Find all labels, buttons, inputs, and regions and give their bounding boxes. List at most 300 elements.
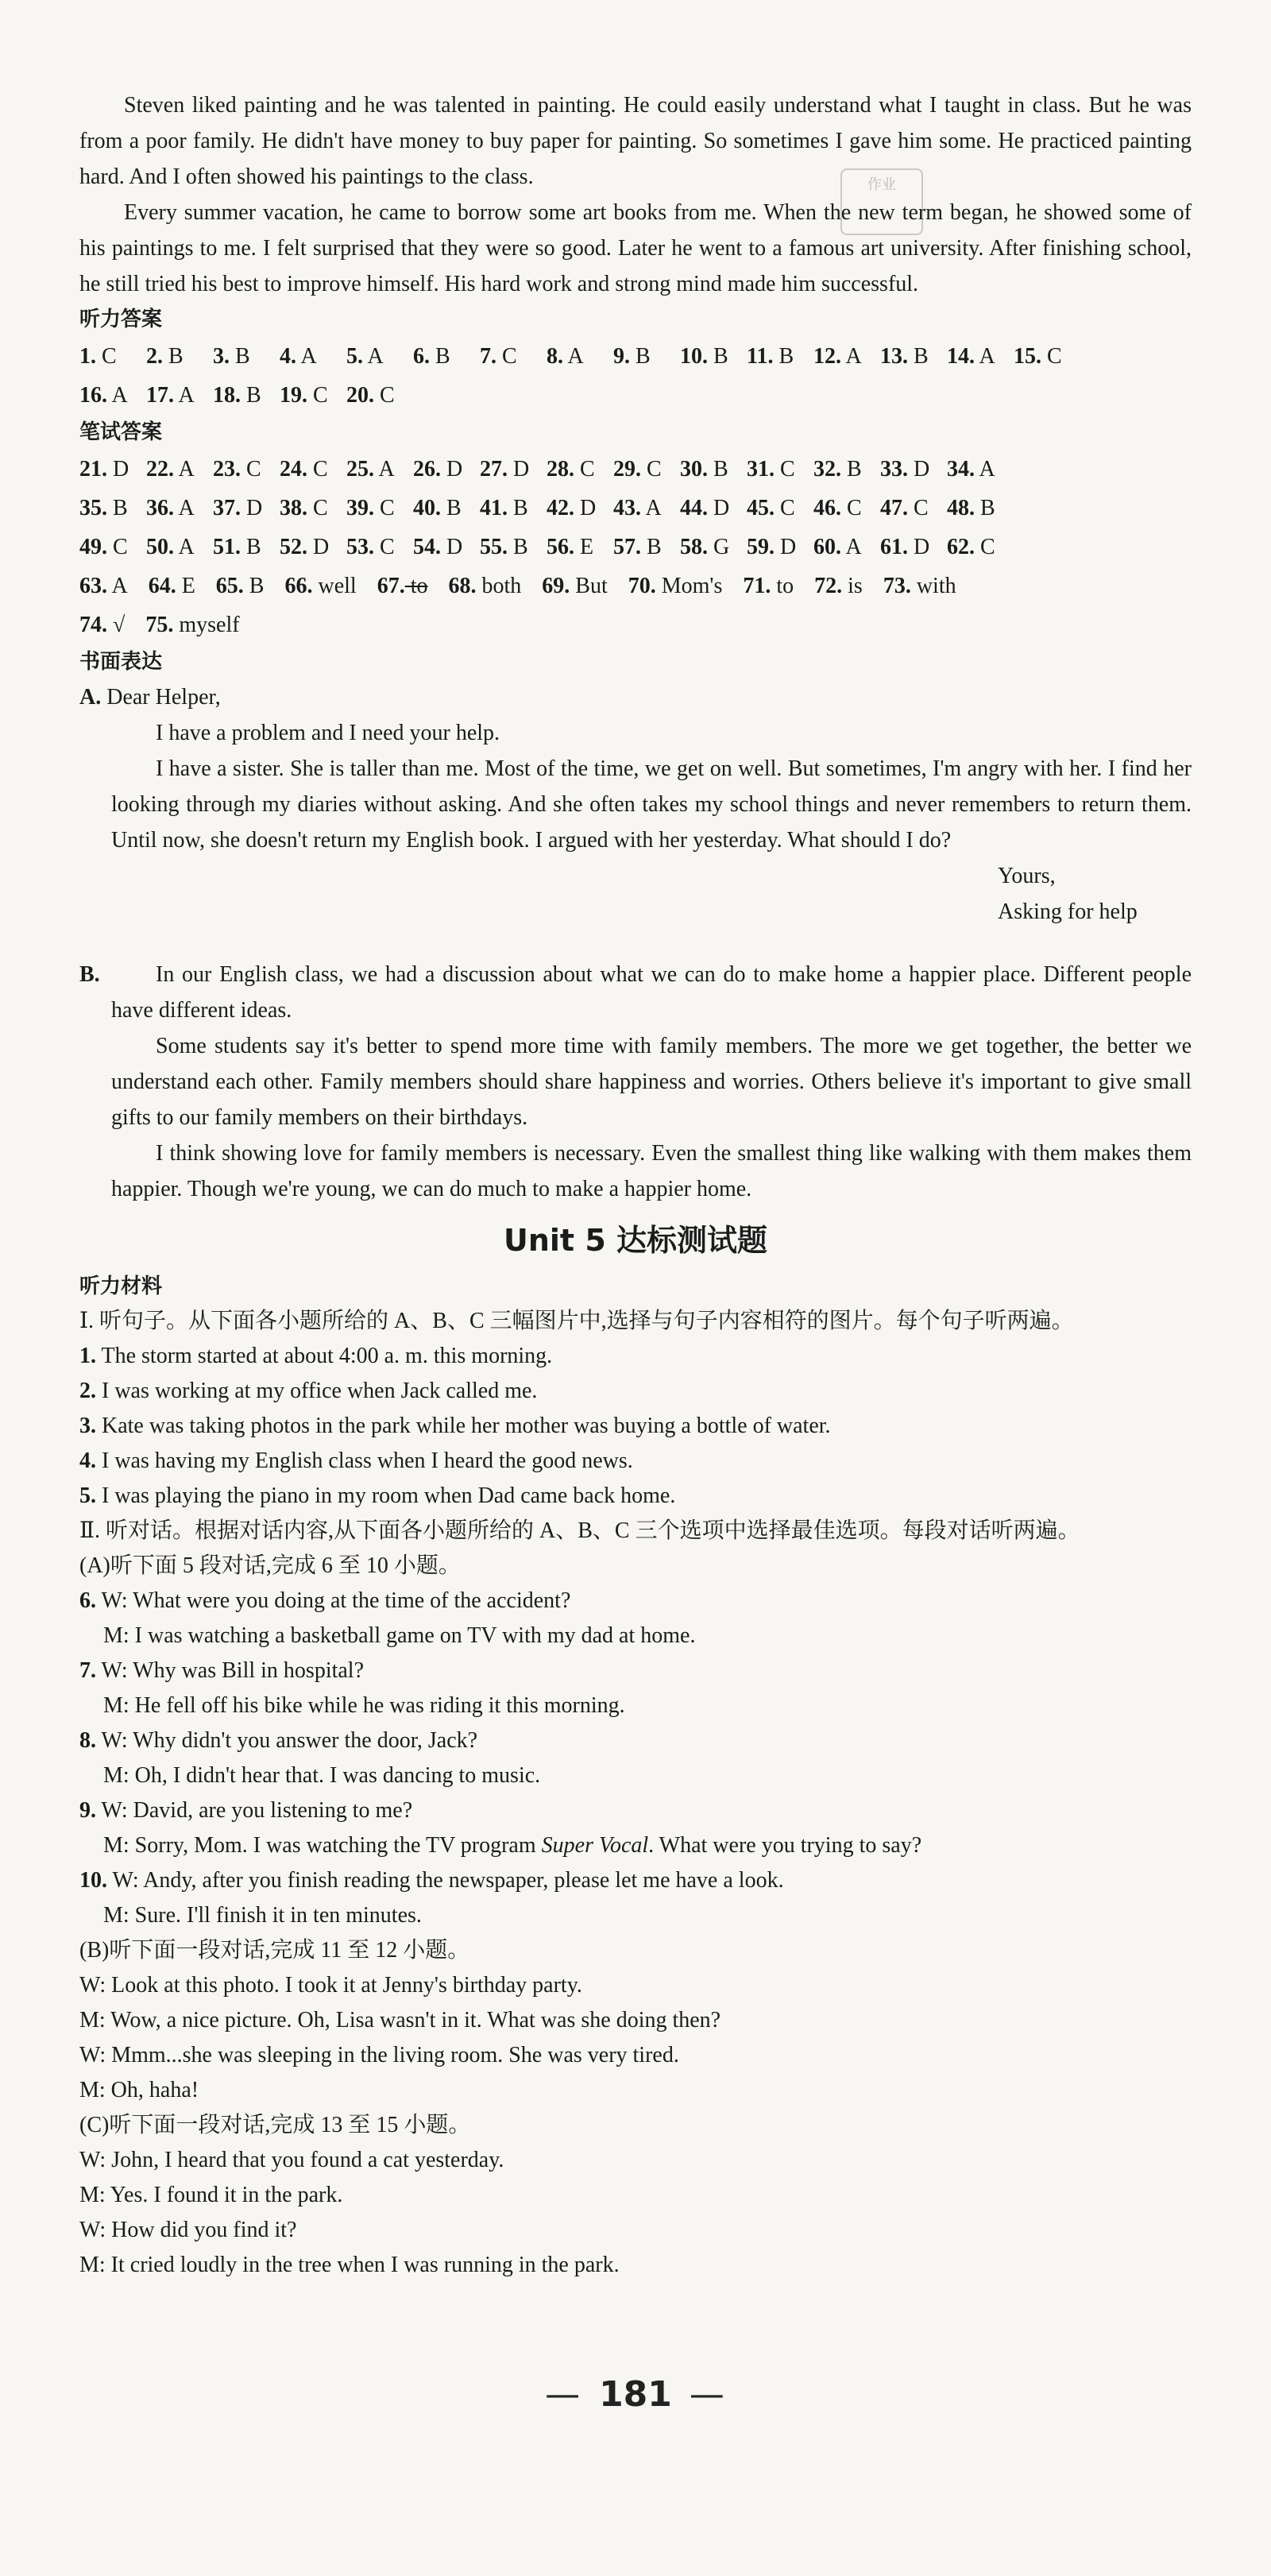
answer-value: A bbox=[174, 457, 195, 482]
answer-item bbox=[680, 337, 747, 376]
answer-number: 53. bbox=[346, 535, 374, 559]
dialogue-question bbox=[79, 1584, 1192, 1619]
answer-number: 16. bbox=[79, 383, 107, 408]
dialogue-line: M: He fell off his bike while he was riding it this morning. bbox=[103, 1693, 625, 1718]
answer-value: B bbox=[230, 344, 250, 369]
answer-item bbox=[346, 528, 413, 567]
answer-item bbox=[346, 489, 413, 528]
answer-value: A bbox=[374, 457, 395, 482]
answer-number: 72. bbox=[814, 574, 843, 598]
answer-value: C bbox=[775, 496, 795, 520]
answer-item bbox=[145, 605, 239, 644]
answer-number: 30. bbox=[680, 457, 708, 482]
section-1-title: Ⅰ. 听句子。从下面各小题所给的 A、B、C 三幅图片中,选择与句子内容相符的图片。每个句子听两遍。 bbox=[79, 1309, 1074, 1333]
letter-label: A. bbox=[79, 685, 102, 710]
answer-value: C bbox=[107, 535, 128, 559]
answer-item bbox=[413, 450, 480, 489]
answer-item bbox=[79, 605, 125, 644]
answer-number: 6. bbox=[413, 344, 430, 369]
answer-item bbox=[280, 528, 346, 567]
answer-value: √ bbox=[107, 613, 126, 637]
answer-number: 36. bbox=[146, 496, 174, 520]
answer-value: is bbox=[842, 574, 863, 598]
answer-value: But bbox=[570, 574, 608, 598]
item-number: 4. bbox=[79, 1449, 96, 1473]
answer-number: 19. bbox=[280, 383, 307, 408]
answer-number: 27. bbox=[480, 457, 508, 482]
answer-item bbox=[547, 450, 613, 489]
item-number: 6. bbox=[79, 1588, 96, 1613]
essay-label: B. bbox=[79, 962, 100, 987]
answer-number: 40. bbox=[413, 496, 441, 520]
dialogue-line: W: David, are you listening to me? bbox=[96, 1798, 413, 1823]
dialogue-line: M: Oh, haha! bbox=[79, 2078, 199, 2102]
dialogue-line: W: Why didn't you answer the door, Jack? bbox=[96, 1728, 478, 1753]
answer-value: B bbox=[773, 344, 794, 369]
answer-item bbox=[346, 450, 413, 489]
listening-material-heading: 听力材料 bbox=[79, 1274, 163, 1298]
answer-value: A bbox=[975, 344, 995, 369]
answer-number: 26. bbox=[413, 457, 441, 482]
answer-item bbox=[680, 450, 747, 489]
answer-item bbox=[480, 337, 547, 376]
dialogue-line: W: Mmm...she was sleeping in the living room. She was very tired. bbox=[79, 2043, 679, 2067]
dialogue-answer bbox=[79, 1758, 1192, 1793]
answer-number: 75. bbox=[145, 613, 174, 637]
answer-number: 65. bbox=[215, 574, 244, 598]
answer-value: A bbox=[174, 535, 195, 559]
answer-number: 4. bbox=[280, 344, 296, 369]
answer-value: A bbox=[363, 344, 384, 369]
dialogue-answer bbox=[79, 1688, 1192, 1723]
answer-value: C bbox=[307, 457, 328, 482]
answer-value: C bbox=[775, 457, 795, 482]
answer-number: 31. bbox=[747, 457, 775, 482]
answer-value: D bbox=[708, 496, 730, 520]
answer-item bbox=[448, 567, 521, 605]
answer-number: 66. bbox=[284, 574, 313, 598]
answer-number: 63. bbox=[79, 574, 107, 598]
answer-item bbox=[146, 450, 213, 489]
essay-paragraph-3: I think showing love for family members is necessary. Even the smallest thing like walking with them makes them happier. Though we're young, we can do much to make a happier home. bbox=[111, 1141, 1192, 1201]
answer-number: 47. bbox=[880, 496, 908, 520]
answer-number: 56. bbox=[547, 535, 574, 559]
answer-value: with bbox=[910, 574, 956, 598]
answer-value: D bbox=[107, 457, 129, 482]
answer-number: 37. bbox=[213, 496, 241, 520]
answer-item bbox=[947, 489, 1014, 528]
item-number: 7. bbox=[79, 1658, 96, 1683]
answer-item bbox=[79, 489, 146, 528]
letter-greeting-text: Dear Helper, bbox=[106, 685, 221, 710]
dialogue-line: M: Sure. I'll finish it in ten minutes. bbox=[103, 1903, 422, 1928]
letter-body-paragraph-2: I have a sister. She is taller than me. Most of the time, we get on well. But sometimes, I'm angry with her. I find her looking through my diaries without asking. And she often takes my school things and never remembers to return them. Until now, she doesn't return my English book. I argued with her yesterday. What should I do? bbox=[111, 756, 1192, 853]
dialogue-line: M: Oh, I didn't hear that. I was dancing to music. bbox=[103, 1763, 541, 1788]
answer-value: A bbox=[563, 344, 584, 369]
answer-value: A bbox=[975, 457, 995, 482]
section-1-items bbox=[79, 1339, 1192, 1514]
answer-number: 60. bbox=[813, 535, 841, 559]
dialogue-question bbox=[79, 1863, 1192, 1898]
answer-value: B bbox=[630, 344, 651, 369]
answer-item bbox=[613, 489, 680, 528]
answer-value: D bbox=[441, 535, 463, 559]
answer-value: C bbox=[307, 383, 328, 408]
answer-item bbox=[280, 337, 346, 376]
answer-item bbox=[213, 528, 280, 567]
answer-item bbox=[747, 337, 813, 376]
answer-number: 11. bbox=[747, 344, 774, 369]
answer-value: D bbox=[441, 457, 463, 482]
answer-value: B bbox=[508, 535, 528, 559]
essay-paragraph-2: Some students say it's better to spend more time with family members. The more we get together, the better we understand each other. Family members should share happiness and worries. Others believe it's important to give small gifts to our family members on their birthdays. bbox=[111, 1034, 1192, 1130]
answer-item bbox=[743, 567, 794, 605]
answer-number: 14. bbox=[947, 344, 975, 369]
answer-item bbox=[413, 337, 480, 376]
item-number: 2. bbox=[79, 1379, 96, 1403]
page-content bbox=[79, 87, 1192, 2283]
part-a-dialogues bbox=[79, 1584, 1192, 1933]
sentence-item bbox=[79, 1444, 1192, 1479]
answer-number: 20. bbox=[346, 383, 374, 408]
answer-number: 58. bbox=[680, 535, 708, 559]
answer-number: 44. bbox=[680, 496, 708, 520]
answer-item bbox=[680, 528, 747, 567]
answer-value: C bbox=[841, 496, 862, 520]
dialogue-question bbox=[79, 1793, 1192, 1828]
answer-value: D bbox=[508, 457, 530, 482]
answer-value: to bbox=[404, 574, 428, 598]
answer-number: 45. bbox=[747, 496, 775, 520]
answer-item bbox=[547, 337, 613, 376]
answer-value: B bbox=[107, 496, 128, 520]
answer-number: 73. bbox=[883, 574, 911, 598]
answer-number: 57. bbox=[613, 535, 641, 559]
letter-body-paragraph-1: I have a problem and I need your help. bbox=[156, 721, 500, 745]
dialogue-answer bbox=[79, 1828, 1192, 1863]
answer-value: B bbox=[243, 574, 265, 598]
answer-number: 15. bbox=[1014, 344, 1041, 369]
answer-value: B bbox=[708, 344, 728, 369]
letter-closing: Yours, bbox=[998, 864, 1056, 888]
answer-number: 59. bbox=[747, 535, 775, 559]
item-number: 1. bbox=[79, 1344, 96, 1368]
answer-item bbox=[947, 337, 1014, 376]
answer-item bbox=[346, 376, 413, 415]
answer-item bbox=[213, 337, 280, 376]
answer-number: 2. bbox=[146, 344, 163, 369]
answer-item bbox=[79, 337, 146, 376]
answer-item bbox=[413, 489, 480, 528]
answer-item bbox=[613, 528, 680, 567]
fill-answers-row-2 bbox=[79, 605, 1192, 644]
answer-item bbox=[213, 489, 280, 528]
letter-signature: Asking for help bbox=[998, 899, 1138, 924]
answer-value: E bbox=[574, 535, 594, 559]
answer-number: 38. bbox=[280, 496, 307, 520]
answer-number: 10. bbox=[680, 344, 708, 369]
part-a-title: (A)听下面 5 段对话,完成 6 至 10 小题。 bbox=[79, 1553, 461, 1578]
answer-value: B bbox=[441, 496, 462, 520]
answer-item bbox=[146, 528, 213, 567]
answer-number: 54. bbox=[413, 535, 441, 559]
dialogue-question bbox=[79, 1654, 1192, 1688]
part-c-title: (C)听下面一段对话,完成 13 至 15 小题。 bbox=[79, 2113, 471, 2137]
written-answers-row-2 bbox=[79, 489, 1192, 528]
answer-value: B bbox=[430, 344, 450, 369]
answer-value: B bbox=[641, 535, 662, 559]
dialogue-line: M: It cried loudly in the tree when I was running in the park. bbox=[79, 2253, 620, 2277]
answer-value: both bbox=[476, 574, 522, 598]
answer-number: 9. bbox=[613, 344, 630, 369]
answer-number: 43. bbox=[613, 496, 641, 520]
answer-item bbox=[947, 528, 1014, 567]
answer-number: 18. bbox=[213, 383, 241, 408]
answer-value: B bbox=[508, 496, 528, 520]
answer-value: D bbox=[241, 496, 263, 520]
answer-item bbox=[146, 376, 213, 415]
answer-item bbox=[880, 489, 947, 528]
answer-item bbox=[79, 450, 146, 489]
answer-number: 49. bbox=[79, 535, 107, 559]
dialogue-answer bbox=[79, 1619, 1192, 1654]
answer-number: 25. bbox=[346, 457, 374, 482]
answer-item bbox=[542, 567, 607, 605]
answer-item bbox=[280, 489, 346, 528]
answer-number: 52. bbox=[280, 535, 307, 559]
answer-item bbox=[284, 567, 356, 605]
answer-value: C bbox=[496, 344, 517, 369]
answer-item bbox=[813, 489, 880, 528]
answer-item bbox=[883, 567, 956, 605]
answer-item bbox=[947, 450, 1014, 489]
answer-value: C bbox=[96, 344, 117, 369]
answer-value: D bbox=[775, 535, 797, 559]
answer-value: A bbox=[841, 344, 862, 369]
answer-number: 46. bbox=[813, 496, 841, 520]
answer-item bbox=[813, 528, 880, 567]
sentence-item bbox=[79, 1374, 1192, 1409]
item-number: 9. bbox=[79, 1798, 96, 1823]
answer-value: C bbox=[241, 457, 261, 482]
listening-answers-row-2 bbox=[79, 376, 1192, 415]
answer-number: 48. bbox=[947, 496, 975, 520]
answer-item bbox=[213, 376, 280, 415]
dialogue-line: W: John, I heard that you found a cat yesterday. bbox=[79, 2148, 504, 2172]
answer-value: A bbox=[296, 344, 317, 369]
item-number: 10. bbox=[79, 1868, 107, 1893]
answer-item bbox=[480, 489, 547, 528]
item-number: 8. bbox=[79, 1728, 96, 1753]
answer-value: C bbox=[374, 535, 395, 559]
answer-number: 61. bbox=[880, 535, 908, 559]
answer-item bbox=[146, 489, 213, 528]
answer-item bbox=[79, 528, 146, 567]
listening-answers-heading: 听力答案 bbox=[79, 307, 163, 331]
answer-value: D bbox=[307, 535, 330, 559]
answer-item bbox=[747, 489, 813, 528]
answer-number: 24. bbox=[280, 457, 307, 482]
answer-value: C bbox=[641, 457, 662, 482]
item-number: 3. bbox=[79, 1414, 96, 1438]
answer-number: 62. bbox=[947, 535, 975, 559]
answer-value: B bbox=[241, 383, 261, 408]
answer-number: 68. bbox=[448, 574, 477, 598]
answer-number: 41. bbox=[480, 496, 508, 520]
answer-value: C bbox=[975, 535, 995, 559]
written-answers-row-3 bbox=[79, 528, 1192, 567]
answer-value: C bbox=[574, 457, 595, 482]
answer-value: A bbox=[174, 383, 195, 408]
page-number-value: 181 bbox=[599, 2374, 672, 2415]
answer-value: D bbox=[908, 535, 930, 559]
answer-number: 50. bbox=[146, 535, 174, 559]
answer-number: 22. bbox=[146, 457, 174, 482]
written-answers-row-1 bbox=[79, 450, 1192, 489]
essay-paragraph-1: In our English class, we had a discussion about what we can do to make home a happier place. Different people have different ideas. bbox=[111, 962, 1192, 1023]
written-answers-heading: 笔试答案 bbox=[79, 420, 163, 444]
answer-value: C bbox=[374, 383, 395, 408]
answer-item bbox=[280, 376, 346, 415]
answer-item bbox=[413, 528, 480, 567]
fill-answers-row-1 bbox=[79, 567, 1192, 605]
answer-item bbox=[216, 567, 265, 605]
homework-stamp: 作业 bbox=[840, 168, 923, 235]
answer-item bbox=[747, 528, 813, 567]
answer-value: G bbox=[708, 535, 730, 559]
answer-item bbox=[480, 450, 547, 489]
answer-value: well bbox=[312, 574, 357, 598]
answer-number: 17. bbox=[146, 383, 174, 408]
answer-item bbox=[813, 337, 880, 376]
answer-number: 69. bbox=[542, 574, 570, 598]
item-text: I was having my English class when I heard the good news. bbox=[96, 1449, 633, 1473]
answer-number: 34. bbox=[947, 457, 975, 482]
answer-value: B bbox=[975, 496, 995, 520]
answer-item bbox=[628, 567, 723, 605]
item-text: Kate was taking photos in the park while her mother was buying a bottle of water. bbox=[96, 1414, 831, 1438]
answer-number: 51. bbox=[213, 535, 241, 559]
answer-value: A bbox=[107, 383, 128, 408]
answer-value: C bbox=[374, 496, 395, 520]
answer-number: 71. bbox=[743, 574, 771, 598]
answer-value: B bbox=[908, 344, 929, 369]
answer-value: B bbox=[163, 344, 184, 369]
listening-answers-row-1 bbox=[79, 337, 1192, 376]
answer-item bbox=[149, 567, 195, 605]
answer-item bbox=[213, 450, 280, 489]
answer-item bbox=[547, 528, 613, 567]
item-text: I was playing the piano in my room when Dad came back home. bbox=[96, 1483, 676, 1508]
answer-number: 5. bbox=[346, 344, 363, 369]
sentence-item bbox=[79, 1479, 1192, 1514]
dialogue-line: W: How did you find it? bbox=[79, 2218, 297, 2242]
part-b-title: (B)听下面一段对话,完成 11 至 12 小题。 bbox=[79, 1938, 470, 1963]
answer-value: B bbox=[708, 457, 728, 482]
page-number: — 181 — bbox=[545, 2374, 726, 2415]
answer-value: A bbox=[641, 496, 662, 520]
answer-number: 1. bbox=[79, 344, 96, 369]
part-c-lines bbox=[79, 2143, 1192, 2283]
dialogue-answer bbox=[79, 1898, 1192, 1933]
answer-number: 29. bbox=[613, 457, 641, 482]
answer-item bbox=[280, 450, 346, 489]
answer-number: 39. bbox=[346, 496, 374, 520]
answer-number: 55. bbox=[480, 535, 508, 559]
dialogue-line: M: Yes. I found it in the park. bbox=[79, 2183, 343, 2207]
answer-value: C bbox=[307, 496, 328, 520]
answer-item bbox=[613, 450, 680, 489]
dialogue-line: W: What were you doing at the time of the accident? bbox=[96, 1588, 571, 1613]
answer-number: 3. bbox=[213, 344, 230, 369]
answer-item bbox=[146, 337, 213, 376]
answer-item bbox=[814, 567, 863, 605]
story-paragraph-1: Steven liked painting and he was talented in painting. He could easily understand what I taught in class. But he was from a poor family. He didn't have money to buy paper for painting. So sometimes I gave him some. He practiced painting hard. And I often showed his paintings to the class. bbox=[79, 93, 1192, 189]
item-text: The storm started at about 4:00 a. m. this morning. bbox=[96, 1344, 553, 1368]
answer-value: E bbox=[176, 574, 195, 598]
answer-item bbox=[880, 337, 947, 376]
answer-value: B bbox=[841, 457, 862, 482]
letter-body bbox=[79, 715, 1192, 858]
answer-value: C bbox=[908, 496, 929, 520]
answer-item bbox=[1014, 337, 1080, 376]
dialogue-line: M: Sorry, Mom. I was watching the TV program Super Vocal. What were you trying to say? bbox=[103, 1833, 922, 1858]
part-b-lines bbox=[79, 1968, 1192, 2108]
answer-number: 64. bbox=[148, 574, 176, 598]
answer-number: 35. bbox=[79, 496, 107, 520]
answer-number: 67. bbox=[377, 574, 405, 598]
answer-item bbox=[346, 337, 413, 376]
dialogue-line: M: I was watching a basketball game on TV with my dad at home. bbox=[103, 1623, 696, 1648]
sentence-item bbox=[79, 1409, 1192, 1444]
answer-value: A bbox=[841, 535, 862, 559]
answer-number: 23. bbox=[213, 457, 241, 482]
answer-number: 12. bbox=[813, 344, 841, 369]
dialogue-line: W: Andy, after you finish reading the newspaper, please let me have a look. bbox=[107, 1868, 784, 1893]
answer-item bbox=[880, 450, 947, 489]
answer-item bbox=[747, 450, 813, 489]
answer-item bbox=[377, 567, 428, 605]
answer-item bbox=[547, 489, 613, 528]
story-paragraph-2: Every summer vacation, he came to borrow some art books from me. When the new term began, he showed some of his paintings to me. I felt surprised that they were so good. Later he went to a famous art university. After finishing school, he still tried his best to improve himself. His hard work and strong mind made him successful. bbox=[79, 200, 1192, 296]
answer-value: B bbox=[241, 535, 261, 559]
unit-title: Unit 5 达标测试题 bbox=[504, 1223, 767, 1258]
answer-number: 32. bbox=[813, 457, 841, 482]
writing-heading: 书面表达 bbox=[79, 650, 163, 674]
answer-item bbox=[880, 528, 947, 567]
answer-value: D bbox=[908, 457, 930, 482]
item-number: 5. bbox=[79, 1483, 96, 1508]
dialogue-line: M: Wow, a nice picture. Oh, Lisa wasn't in it. What was she doing then? bbox=[79, 2008, 721, 2033]
answer-item bbox=[480, 528, 547, 567]
answer-number: 7. bbox=[480, 344, 496, 369]
answer-number: 42. bbox=[547, 496, 574, 520]
section-2-title: Ⅱ. 听对话。根据对话内容,从下面各小题所给的 A、B、C 三个选项中选择最佳选项。每段对话听两遍。 bbox=[79, 1518, 1080, 1543]
answer-number: 13. bbox=[880, 344, 908, 369]
answer-value: C bbox=[1041, 344, 1062, 369]
answer-value: to bbox=[771, 574, 794, 598]
answer-value: A bbox=[107, 574, 128, 598]
answer-value: D bbox=[574, 496, 597, 520]
answer-number: 33. bbox=[880, 457, 908, 482]
answer-number: 74. bbox=[79, 613, 107, 637]
letter-greeting bbox=[79, 679, 1192, 715]
answer-value: A bbox=[174, 496, 195, 520]
dialogue-line: W: Why was Bill in hospital? bbox=[96, 1658, 365, 1683]
answer-item bbox=[813, 450, 880, 489]
answer-item bbox=[79, 567, 128, 605]
item-text: I was working at my office when Jack called me. bbox=[96, 1379, 538, 1403]
